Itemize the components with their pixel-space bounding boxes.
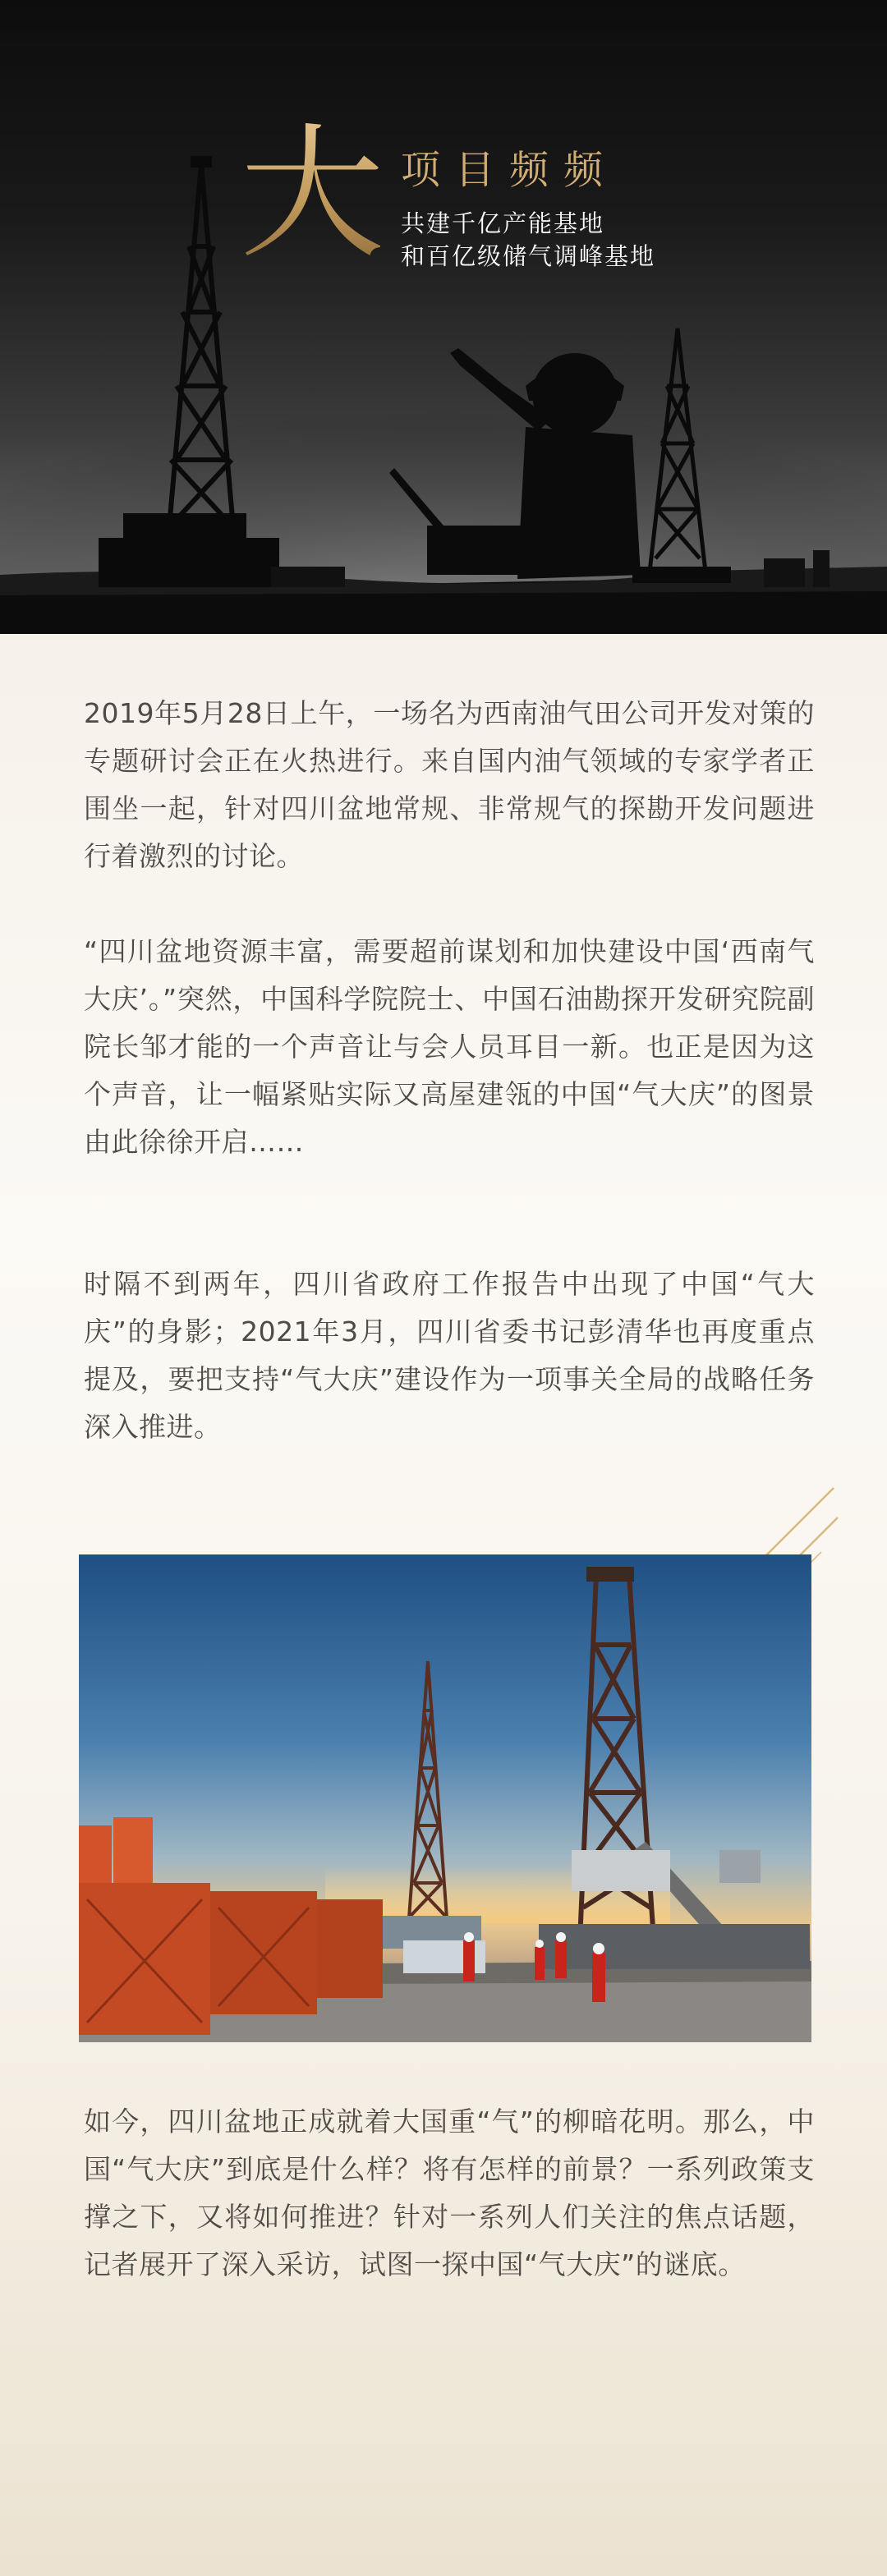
- article-paragraph-2: “四川盆地资源丰富，需要超前谋划和加快建设中国‘西南气大庆’。”突然，中国科学院院士、中国石油勘探开发研究院副院长邹才能的一个声音让与会人员耳目一新。也正是因为这个声音，让一幅紧贴实际又高屋建瓴的中国“气大庆”的图景由此徐徐开启……: [84, 935, 815, 1158]
- hero-title: 项目频频: [401, 147, 618, 193]
- hero-big-character: 大: [240, 117, 388, 273]
- oilfield-silhouette-illustration: [0, 0, 887, 634]
- article-paragraph-1: 2019年5月28日上午，一场名为西南油气田公司开发对策的专题研讨会正在火热进行。来自国内油气领域的专家学者正围坐一起，针对四川盆地常规、非常规气的探勘开发问题进行着激烈的讨论。: [84, 697, 815, 872]
- article-paragraph-3: 时隔不到两年，四川省政府工作报告中出现了中国“气大庆”的身影；2021年3月，四川省委书记彭清华也再度重点提及，要把支持“气大庆”建设作为一项事关全局的战略任务深入推进。: [84, 1268, 815, 1443]
- hero-banner: [0, 0, 887, 634]
- hero-subtitle-line-2: 和百亿级储气调峰基地: [401, 242, 656, 270]
- hero-subtitle-line-1: 共建千亿产能基地: [401, 209, 605, 237]
- drilling-rig-photo: [79, 1554, 811, 2042]
- article-paragraph-4: 如今，四川盆地正成就着大国重“气”的柳暗花明。那么，中国“气大庆”到底是什么样？将有怎样的前景？一系列政策支撑之下，又将如何推进？针对一系列人们关注的焦点话题，记者展开了深入采访，试图一探中国“气大庆”的谜底。: [84, 2105, 815, 2280]
